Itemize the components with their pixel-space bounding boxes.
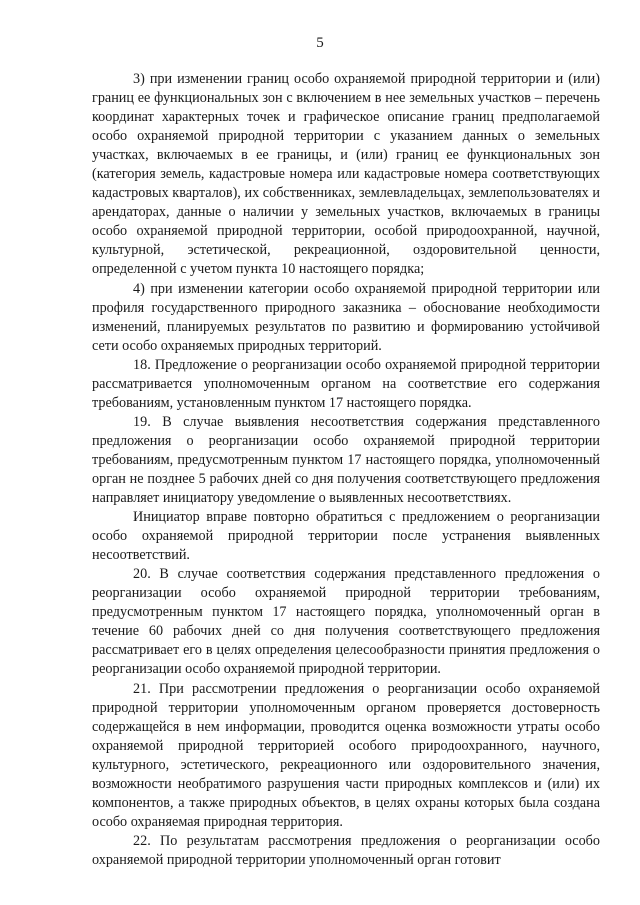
paragraph-clause-21: 21. При рассмотрении предложения о реорганизации особо охраняемой природной территории уполномоченным органом проверяется достоверность содержащейся в нем информации, проводится оценка возможности утраты особо охраняемой природной территорией особого природоохранного, научного, культурного, эстетического, рекреационного или оздоровительного значения, возможности необратимого разрушения части природных комплексов и (или) их компонентов, а также природных объектов, в целях охраны которых была создана особо охраняемая природная территория. (92, 680, 600, 830)
paragraph-clause-20: 20. В случае соответствия содержания представленного предложения о реорганизации особо охраняемой природной территории требованиям, предусмотренным пунктом 17 настоящего порядка, уполномоченный орган в течение 60 рабочих дней со дня получения соответствующего предложения рассматривает его в целях определения целесообразности принятия предложения о реорганизации особо охраняемой природной территории. (92, 566, 600, 678)
paragraph-item-3: 3) при изменении границ особо охраняемой природной территории и (или) границ ее функциональных зон с включением в нее земельных участков – перечень координат характерных точек и графическое описание границ предполагаемой особо охраняемой природной территории с указанием данных о земельных участках, включаемых в ее границы, и (или) границ ее функциональных зон (категория земель, кадастровые номера или кадастровые номера соответствующих кадастровых кварталов), их собственниках, землевладельцах, землепользователях и арендаторах, данные о наличии у земельных участков, включаемых в границы особо охраняемой природной территории, особой природоохранной, научной, культурной, эстетической, рекреационной, оздоровительной ценности, определенной с учетом пункта 10 настоящего порядка; (92, 71, 600, 278)
document-body (92, 70, 600, 870)
paragraph-clause-18: 18. Предложение о реорганизации особо охраняемой природной территории рассматривается уполномоченным органом на соответствие его содержания требованиям, установленным пунктом 17 настоящего порядка. (92, 356, 600, 411)
page-number: 5 (316, 35, 324, 51)
paragraph-clause-19-continued: Инициатор вправе повторно обратиться с предложением о реорганизации особо охраняемой природной территории после устранения выявленных несоответствий. (92, 509, 600, 564)
paragraph-clause-19: 19. В случае выявления несоответствия содержания представленного предложения о реорганизации особо охраняемой природной территории требованиям, предусмотренным пунктом 17 настоящего порядка, уполномоченный орган не позднее 5 рабочих дней со дня получения соответствующего предложения направляет инициатору уведомление о выявленных несоответствиях. (92, 413, 600, 507)
paragraph-clause-22: 22. По результатам рассмотрения предложения о реорганизации особо охраняемой природной территории уполномоченный орган готовит (92, 832, 600, 868)
paragraph-item-4: 4) при изменении категории особо охраняемой природной территории или профиля государственного природного заказника – обоснование необходимости изменений, планируемых результатов по развитию и формированию устойчивой сети особо охраняемых природных территорий. (92, 280, 600, 354)
